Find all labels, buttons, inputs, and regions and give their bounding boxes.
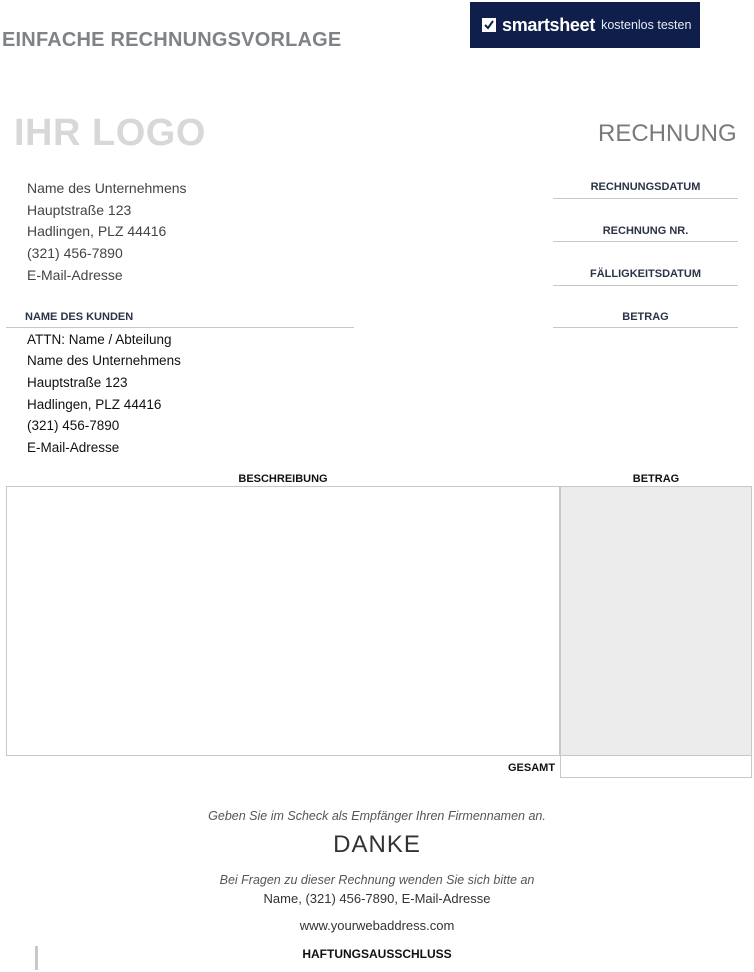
customer-company: Name des Unternehmens [27, 353, 181, 368]
amount-area[interactable] [560, 486, 752, 756]
sender-phone: (321) 456-7890 [27, 245, 123, 261]
invoice-title: RECHNUNG [598, 120, 737, 147]
banner-brand: smartsheet [502, 14, 596, 35]
thanks-text: DANKE [333, 831, 421, 858]
customer-city: Hadlingen, PLZ 44416 [27, 397, 162, 412]
due-date-field[interactable] [553, 285, 738, 286]
sender-company: Name des Unternehmens [27, 180, 187, 196]
customer-phone: (321) 456-7890 [27, 418, 120, 433]
invoice-number-label: RECHNUNG NR. [602, 225, 689, 237]
customer-name-divider [6, 327, 354, 328]
sender-email: E-Mail-Adresse [27, 267, 123, 283]
customer-attn: ATTN: Name / Abteilung [27, 332, 172, 347]
amount-field[interactable] [553, 327, 738, 328]
customer-email: E-Mail-Adresse [27, 440, 120, 455]
description-area[interactable] [6, 486, 560, 756]
disclaimer-heading: HAFTUNGSAUSSCHLUSS [302, 947, 452, 961]
customer-name-label: NAME DES KUNDEN [25, 311, 134, 323]
invoice-number-field[interactable] [553, 241, 738, 242]
page-title: EINFACHE RECHNUNGSVORLAGE [2, 29, 342, 51]
description-header: BESCHREIBUNG [238, 473, 328, 485]
banner-cta: kostenlos testen [601, 18, 692, 32]
amount-header: BETRAG [632, 473, 680, 485]
logo-placeholder: IHR LOGO [14, 112, 206, 154]
due-date-label: FÄLLIGKEITSDATUM [589, 268, 701, 280]
invoice-date-label: RECHNUNGSDATUM [590, 181, 701, 193]
website-link[interactable]: www.yourwebaddress.com [299, 918, 455, 933]
customer-street: Hauptstraße 123 [27, 375, 128, 390]
invoice-date-field[interactable] [553, 198, 738, 199]
amount-label: BETRAG [622, 311, 669, 323]
contact-line: Name, (321) 456-7890, E-Mail-Adresse [263, 891, 491, 906]
check-note: Geben Sie im Scheck als Empfänger Ihren Firmennamen an. [208, 809, 546, 823]
text-cursor-marker [35, 946, 38, 970]
check-icon [482, 18, 496, 32]
questions-note: Bei Fragen zu dieser Rechnung wenden Sie sich bitte an [219, 873, 535, 887]
sender-street: Hauptstraße 123 [27, 202, 132, 218]
sender-city: Hadlingen, PLZ 44416 [27, 223, 167, 239]
total-field[interactable] [560, 756, 752, 778]
smartsheet-banner-button[interactable] [470, 2, 700, 48]
total-label: GESAMT [508, 762, 556, 774]
